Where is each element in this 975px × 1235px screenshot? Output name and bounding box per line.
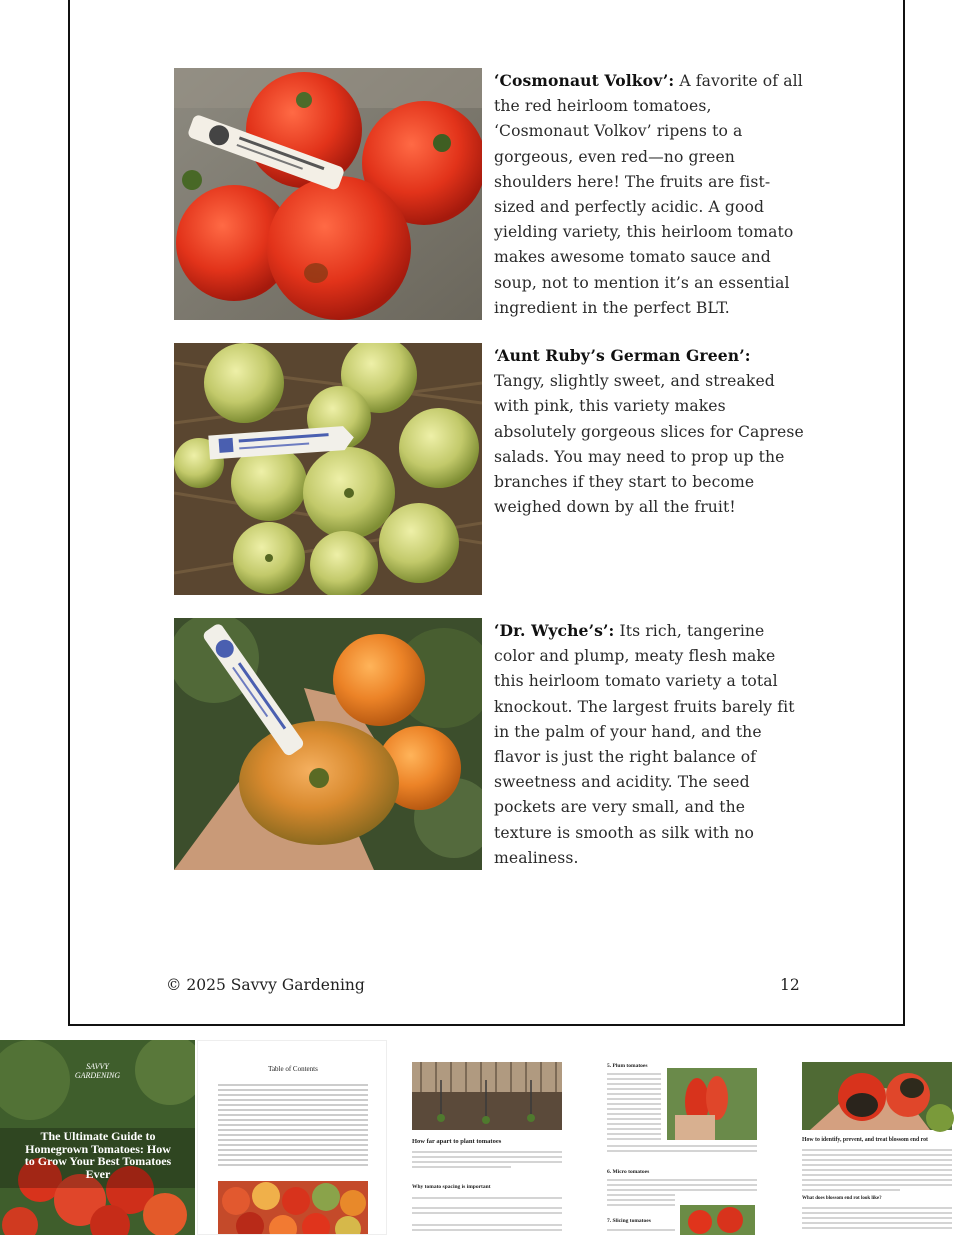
variety-body: Tangy, slightly sweet, and streaked with pink, this variety makes absolutely gorgeous slices for Caprese salads. You may need to prop up the branches if they start to become weighed down by all the fruit! bbox=[494, 372, 804, 517]
page3-subheading: Why tomato spacing is important bbox=[412, 1184, 491, 1190]
cover-title: The Ultimate Guide to Homegrown Tomatoes: How to Grow Your Best Tomatoes Ever bbox=[24, 1129, 172, 1181]
variety-name: ‘Dr. Wyche’s’: bbox=[494, 621, 615, 640]
orange-tomatoes-photo bbox=[174, 618, 482, 870]
thumbnail-page-blossom-end-rot[interactable] bbox=[780, 1040, 975, 1235]
footer-page-number: 12 bbox=[780, 976, 800, 994]
page4-heading-plum: 5. Plum tomatoes bbox=[607, 1063, 648, 1069]
thumbnail-table-of-contents[interactable] bbox=[197, 1040, 387, 1235]
variety-body: A favorite of all the red heirloom tomatoes, ‘Cosmonaut Volkov’ ripens to a gorgeous, even red—no green shoulders here! The fruits are fist-sized and perfectly acidic. A good yielding variety, this heirloom tomato makes awesome tomato sauce and soup, not to mention it’s an essential ingredient in the perfect BLT. bbox=[494, 72, 803, 317]
variety-body: Its rich, tangerine color and plump, meaty flesh make this heirloom tomato variety a total knockout. The largest fruits barely fit in the palm of your hand, and the flavor is just the right balance of sweetness and acidity. The seed pockets are very small, and the texture is smooth as silk with no mealiness. bbox=[494, 622, 795, 867]
variety-description bbox=[494, 343, 804, 520]
variety-name: ‘Cosmonaut Volkov’: bbox=[494, 71, 675, 90]
variety-entry-dr-wyches bbox=[174, 618, 814, 878]
page5-subheading: What does blossom end rot look like? bbox=[802, 1196, 882, 1201]
variety-description bbox=[494, 68, 804, 321]
red-tomatoes-photo bbox=[174, 68, 482, 320]
green-tomatoes-photo bbox=[174, 343, 482, 595]
page4-heading-micro: 6. Micro tomatoes bbox=[607, 1169, 650, 1175]
thumbnail-page-tomato-types[interactable] bbox=[585, 1040, 775, 1235]
page3-heading: How far apart to plant tomatoes bbox=[412, 1138, 502, 1145]
variety-description bbox=[494, 618, 804, 871]
document-page bbox=[68, 0, 905, 1026]
variety-entry-aunt-rubys bbox=[174, 343, 814, 603]
thumbnail-cover[interactable] bbox=[0, 1040, 195, 1235]
footer-copyright: © 2025 Savvy Gardening bbox=[166, 976, 365, 994]
page4-heading-slicing: 7. Slicing tomatoes bbox=[607, 1218, 651, 1224]
cover-logo-line2: GARDENING bbox=[74, 1071, 121, 1080]
page5-heading: How to identify, prevent, and treat blossom end rot bbox=[802, 1137, 928, 1143]
thumbnail-page-spacing[interactable] bbox=[391, 1040, 581, 1235]
cover-logo bbox=[0, 1062, 195, 1080]
variety-entry-cosmonaut-volkov bbox=[174, 68, 814, 328]
cover-logo-line1: SAVVY bbox=[86, 1062, 109, 1071]
variety-name: ‘Aunt Ruby’s German Green’: bbox=[494, 346, 751, 365]
toc-title: Table of Contents bbox=[268, 1065, 318, 1073]
